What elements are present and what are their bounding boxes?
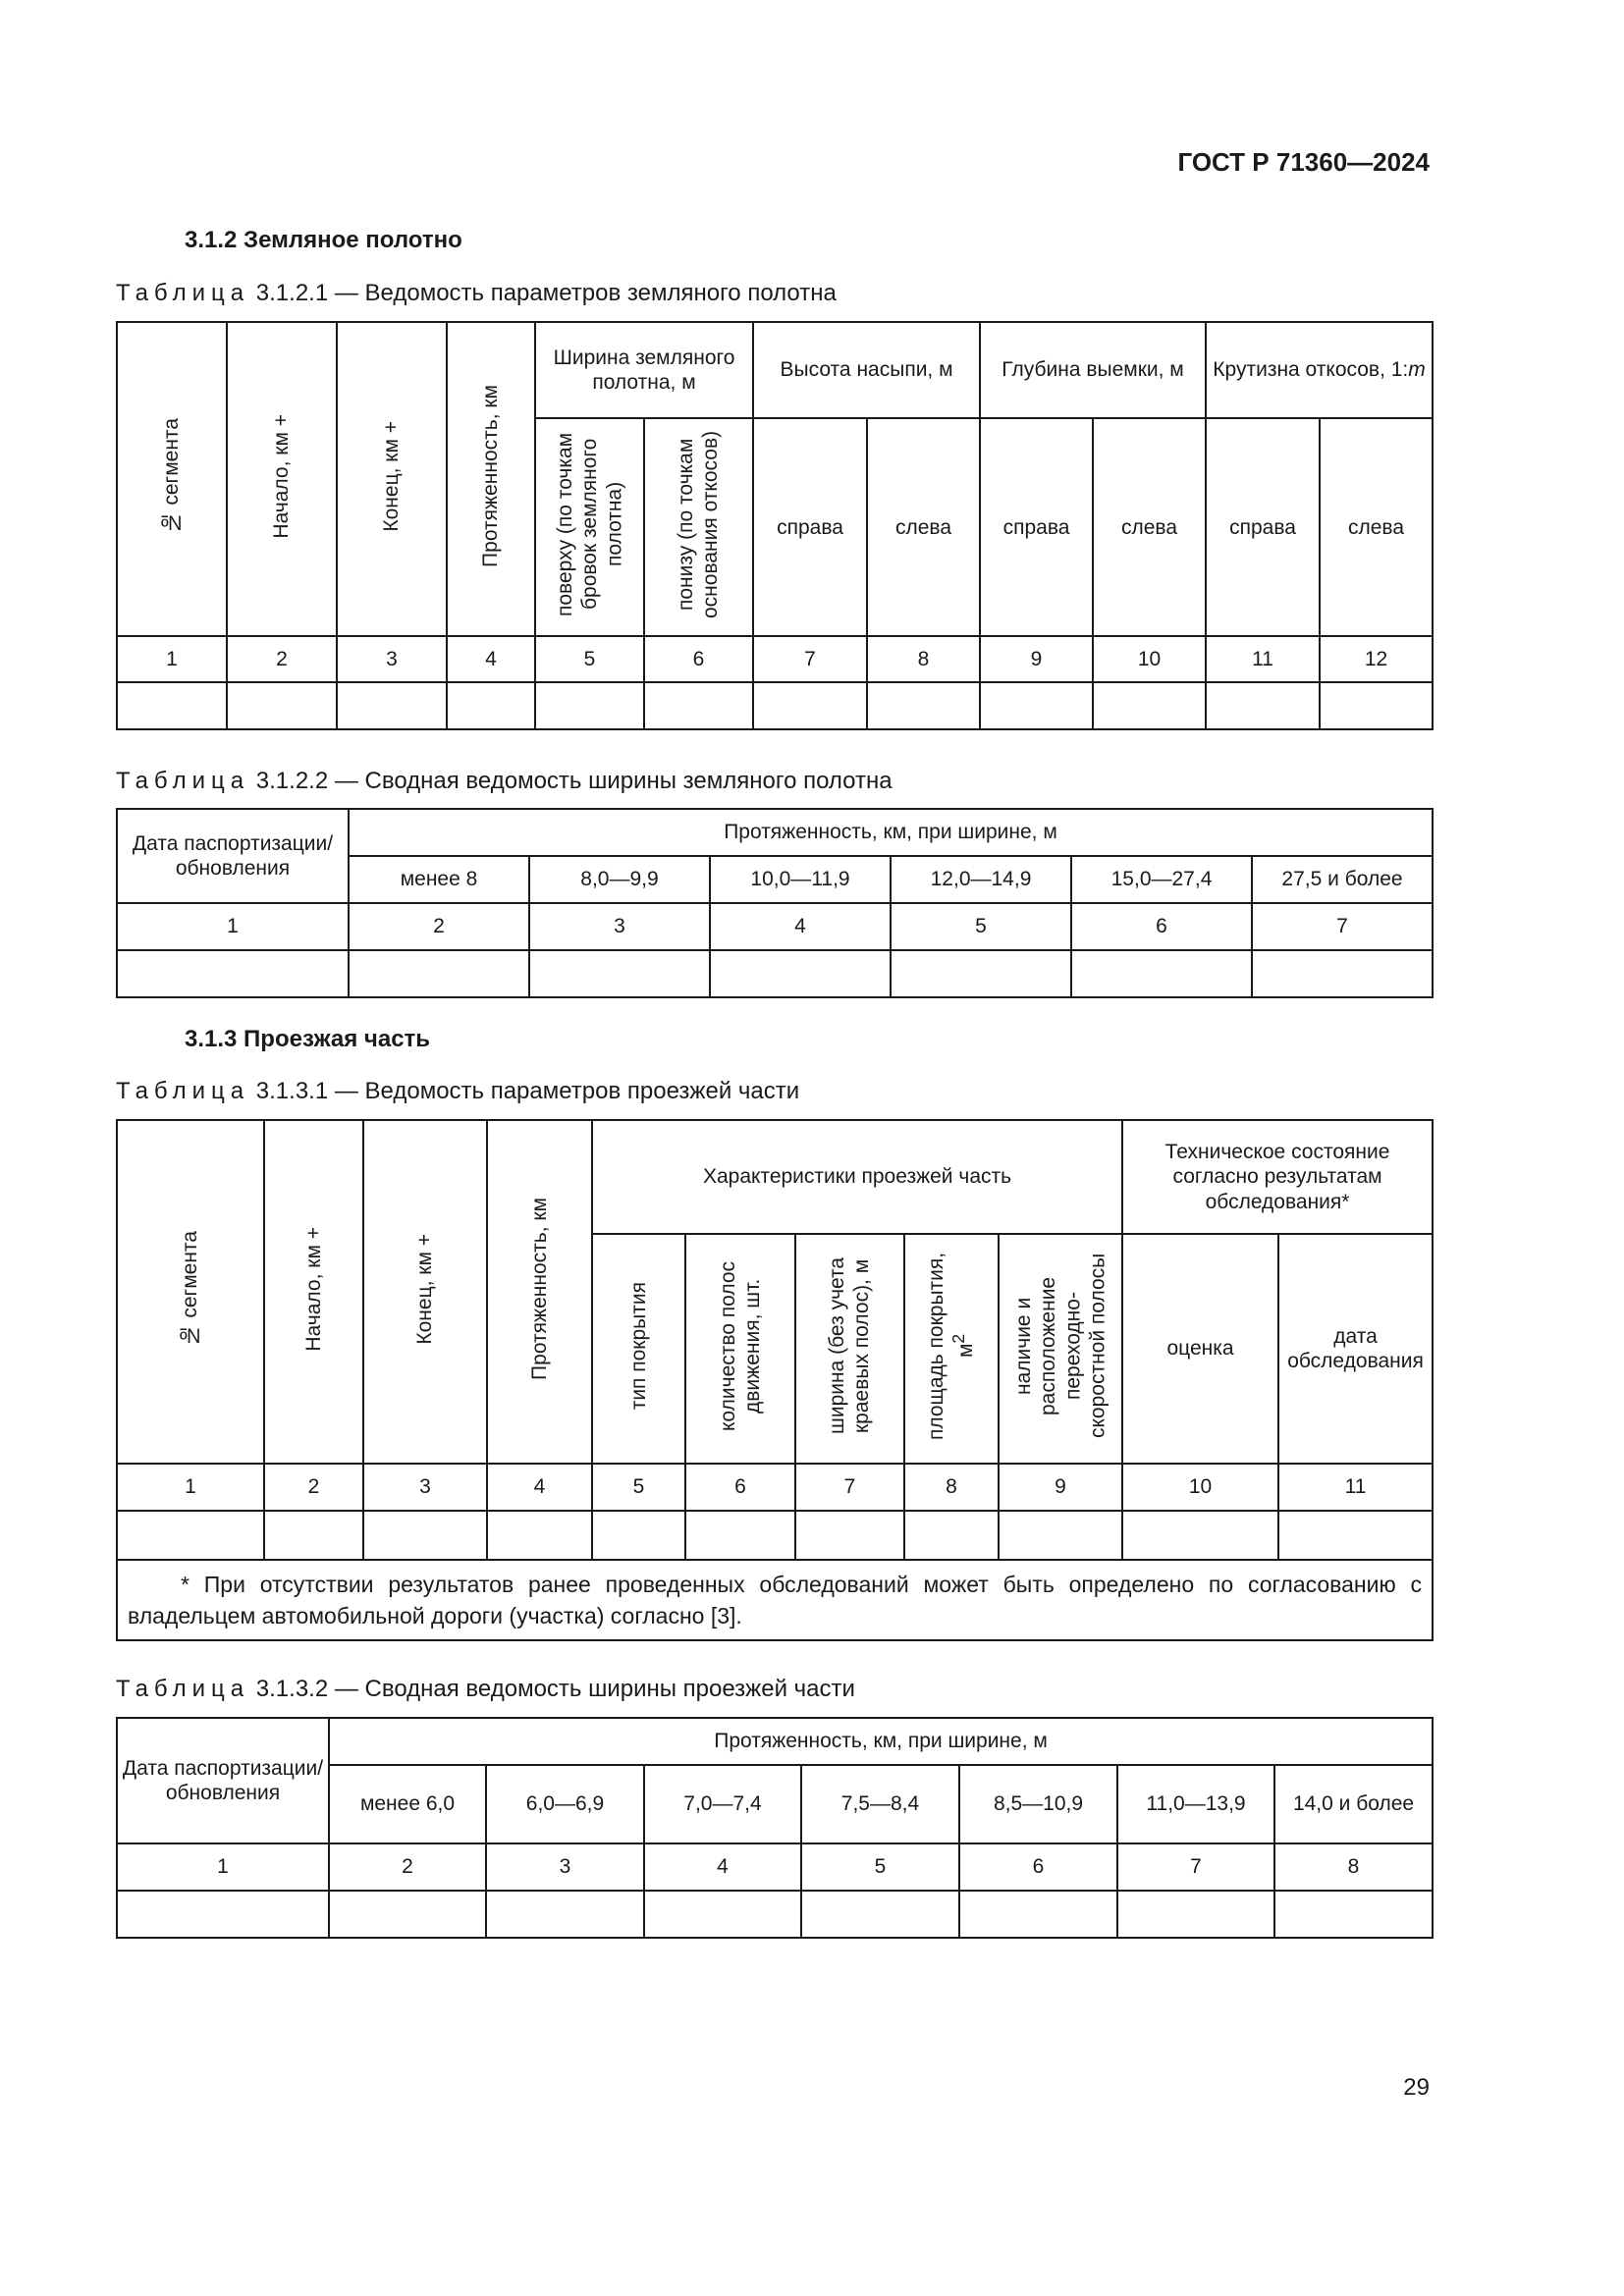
width-range-row: менее 6,0 6,0—6,9 7,0—7,4 7,5—8,4 8,5—10,9 11,0—13,9 14,0 и более (117, 1765, 1433, 1843)
table-3-1-2-1 (116, 321, 1434, 730)
caption-word: Таблица (116, 1078, 250, 1104)
header-length: Протяженность, км (487, 1120, 592, 1464)
header-date: Дата паспортизации/ обновления (117, 809, 349, 903)
table-footnote: * При отсутствии результатов ранее проведенных обследований может быть определено по согласованию с владельцем автомобильной дороги (участка) согласно [3]. (117, 1560, 1433, 1640)
empty-row (117, 682, 1433, 729)
header-survey-date: дата обследования (1278, 1234, 1433, 1464)
header-carriageway-characteristics: Характеристики проезжей часть (592, 1120, 1122, 1234)
header-roadbed-width: Ширина земляного полотна, м (535, 322, 753, 418)
document-header: ГОСТ Р 71360—2024 (1177, 147, 1430, 177)
caption-text: 3.1.3.1 — Ведомость параметров проезжей части (255, 1078, 800, 1104)
empty-row (117, 1891, 1433, 1938)
header-cover-area: площадь покрытия, $м^2$ (904, 1234, 999, 1464)
table-caption-3-1-2-2 (116, 768, 893, 795)
column-number-row: 1 2 3 4 5 6 7 8 9 10 11 (117, 1464, 1433, 1511)
header-length-by-width: Протяженность, км, при ширине, м (349, 809, 1433, 856)
header-grade: оценка (1122, 1234, 1278, 1464)
header-fill-right: справа (753, 418, 867, 636)
header-width-bottom: понизу (по точкам основания откосов) (644, 418, 753, 636)
table-caption-3-1-3-2 (116, 1676, 855, 1703)
caption-word: Таблица (116, 280, 250, 306)
header-segment: № сегмента (117, 322, 227, 636)
header-slope-right: справа (1206, 418, 1320, 636)
empty-row (117, 950, 1433, 997)
header-segment: № сегмента (117, 1120, 264, 1464)
header-transition-lane: наличие и расположение переходно-скоростной полосы (999, 1234, 1122, 1464)
header-slope: Крутизна откосов, 1:m (1206, 322, 1433, 418)
header-date: Дата паспортизации/ обновления (117, 1718, 329, 1843)
table-3-1-3-1 (116, 1119, 1434, 1641)
caption-text: 3.1.3.2 — Сводная ведомость ширины проезжей части (255, 1676, 855, 1702)
header-fill-height: Высота насыпи, м (753, 322, 980, 418)
header-slope-left: слева (1320, 418, 1433, 636)
caption-text: 3.1.2.1 — Ведомость параметров земляного полотна (255, 280, 837, 306)
header-cut-left: слева (1093, 418, 1206, 636)
section-title-3-1-3: 3.1.3 Проезжая часть (185, 1026, 431, 1052)
empty-row (117, 1511, 1433, 1560)
caption-text: 3.1.2.2 — Сводная ведомость ширины земляного полотна (255, 768, 893, 794)
header-length: Протяженность, км (447, 322, 535, 636)
table-3-1-3-2 (116, 1717, 1434, 1939)
header-technical-state: Техническое состояние согласно результатам обследования* (1122, 1120, 1433, 1234)
header-lanes: количество полос движения, шт. (685, 1234, 795, 1464)
header-cut-right: справа (980, 418, 1093, 636)
header-length-by-width: Протяженность, км, при ширине, м (329, 1718, 1433, 1765)
header-width-top: поверху (по точкам бровок земляного полотна) (535, 418, 644, 636)
header-start: Начало, км + (227, 322, 337, 636)
header-end: Конец, км + (337, 322, 447, 636)
column-number-row: 1 2 3 4 5 6 7 8 (117, 1843, 1433, 1891)
section-title-3-1-2: 3.1.2 Земляное полотно (185, 227, 462, 253)
header-end: Конец, км + (363, 1120, 487, 1464)
header-fill-left: слева (867, 418, 980, 636)
page-number: 29 (1403, 2074, 1430, 2101)
header-cut-depth: Глубина выемки, м (980, 322, 1206, 418)
table-caption-3-1-3-1 (116, 1078, 799, 1105)
table-3-1-2-2 (116, 808, 1434, 998)
column-number-row: 1 2 3 4 5 6 7 8 9 10 11 12 (117, 636, 1433, 682)
caption-word: Таблица (116, 1676, 250, 1702)
column-number-row: 1 2 3 4 5 6 7 (117, 903, 1433, 950)
caption-word: Таблица (116, 768, 250, 794)
table-caption-3-1-2-1 (116, 280, 837, 307)
header-width: ширина (без учета краевых полос), м (795, 1234, 904, 1464)
header-cover-type: тип покрытия (592, 1234, 685, 1464)
width-range-row: менее 8 8,0—9,9 10,0—11,9 12,0—14,9 15,0—27,4 27,5 и более (117, 856, 1433, 903)
header-start: Начало, км + (264, 1120, 363, 1464)
